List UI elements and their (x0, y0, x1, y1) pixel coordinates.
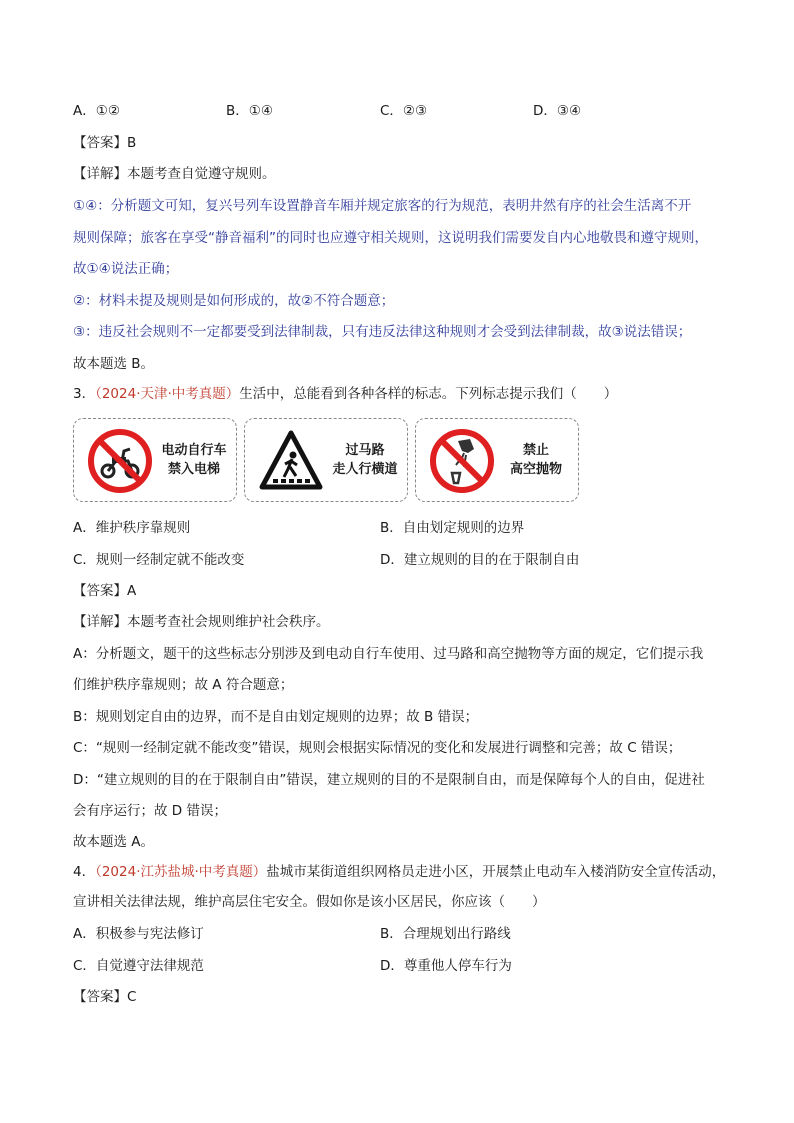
sign-no-throwing (415, 418, 579, 502)
q3-analysis-line: B：规则划定自由的边界，而不是自由划定规则的边界；故 B 错误； (73, 709, 479, 725)
question-text: 盐城市某街道组织网格员走进小区，开展禁止电动车入楼消防安全宣传活动， (266, 864, 726, 880)
q2-option-a: A．①② (73, 103, 120, 119)
question-source: （2024·天津·中考真题） (95, 386, 240, 402)
detail-tag: 【详解】 (73, 614, 127, 630)
sign-caption-line2: 高空抛物 (509, 462, 562, 477)
q2-answer (73, 133, 136, 153)
q4-stem-cont: 宣讲相关法律法规，维护高层住宅安全。假如你是该小区居民，你应该（ ） (73, 894, 546, 910)
detail-tag: 【详解】 (73, 166, 127, 182)
q4-answer (73, 987, 136, 1007)
question-number: 4． (73, 864, 96, 880)
q2-analysis-line: ③：违反社会规则不一定都要受到法律制裁，只有违反法律这种规则才会受到法律制裁，故③说法错误； (73, 324, 692, 340)
answer-value: C (127, 989, 137, 1005)
answer-value: B (127, 135, 137, 151)
q2-option-b: B．①④ (226, 103, 273, 119)
q2-analysis-line: ①④：分析题文可知，复兴号列车设置静音车厢并规定旅客的行为规范，表明井然有序的社会生活离不开 (73, 198, 692, 214)
q3-analysis-line: A：分析题文，题干的这些标志分别涉及到电动自行车使用、过马路和高空抛物等方面的规定，它们提示我 (73, 646, 704, 662)
q4-option-a: A．积极参与宪法修订 (73, 926, 204, 942)
q3-option-a: A．维护秩序靠规则 (73, 520, 191, 536)
detail-intro: 本题考查自觉遵守规则。 (127, 166, 276, 182)
answer-value: A (127, 583, 137, 599)
q2-detail (73, 164, 276, 184)
sign-crosswalk (244, 418, 408, 502)
q3-analysis-line: 们维护秩序靠规则；故 A 符合题意； (73, 677, 294, 693)
crosswalk-warning-icon (257, 427, 325, 495)
q3-option-b: B．自由划定规则的边界 (380, 520, 525, 536)
q2-conclusion: 故本题选 B。 (73, 356, 155, 372)
q2-option-c: C．②③ (380, 103, 428, 119)
q2-analysis-line: 故①④说法正确； (73, 261, 179, 277)
q4-option-b: B．合理规划出行路线 (380, 926, 511, 942)
q3-answer (73, 581, 136, 601)
no-ebike-icon (86, 427, 154, 495)
q2-analysis-line: ②：材料未提及规则是如何形成的，故②不符合题意； (73, 293, 395, 309)
q3-detail (73, 612, 330, 632)
question-number: 3． (73, 386, 96, 402)
q3-conclusion: 故本题选 A。 (73, 834, 155, 850)
sign-caption (496, 441, 576, 479)
q2-option-d: D．③④ (533, 103, 582, 119)
q3-analysis-line: C：“规则一经制定就不能改变”错误，规则会根据实际情况的变化和发展进行调整和完善；故 C 错误； (73, 740, 682, 756)
detail-intro: 本题考查社会规则维护社会秩序。 (127, 614, 330, 630)
q3-option-d: D．建立规则的目的在于限制自由 (380, 552, 580, 568)
sign-caption-line1: 禁止 (522, 443, 549, 458)
answer-tag: 【答案】 (73, 989, 127, 1005)
question-source: （2024·江苏盐城·中考真题） (95, 864, 267, 880)
sign-caption-line2: 走人行横道 (332, 462, 398, 477)
q3-analysis-line: D：“建立规则的目的在于限制自由”错误，建立规则的目的不是限制自由，而是保障每个人的自由，促进社 (73, 772, 705, 788)
answer-tag: 【答案】 (73, 135, 127, 151)
sign-caption-line1: 过马路 (345, 443, 385, 458)
sign-caption (325, 441, 405, 479)
sign-no-ebike (73, 418, 237, 502)
question-text: 生活中，总能看到各种各样的标志。下列标志提示我们（ ） (239, 386, 618, 402)
q3-stem (73, 384, 617, 404)
sign-panel (73, 418, 579, 504)
q3-analysis-line: 会有序运行；故 D 错误； (73, 803, 227, 819)
sign-caption (154, 441, 234, 479)
q2-analysis-line: 规则保障；旅客在享受“静音福利”的同时也应遵守相关规则，这说明我们需要发自内心地敬畏和遵守规则， (73, 230, 708, 246)
q4-stem (73, 862, 725, 882)
sign-caption-line2: 禁入电梯 (167, 462, 220, 477)
q4-option-d: D．尊重他人停车行为 (380, 958, 512, 974)
no-throwing-icon (428, 427, 496, 495)
answer-tag: 【答案】 (73, 583, 127, 599)
q4-option-c: C．自觉遵守法律规范 (73, 958, 204, 974)
q3-option-c: C．规则一经制定就不能改变 (73, 552, 245, 568)
sign-caption-line1: 电动自行车 (161, 443, 227, 458)
